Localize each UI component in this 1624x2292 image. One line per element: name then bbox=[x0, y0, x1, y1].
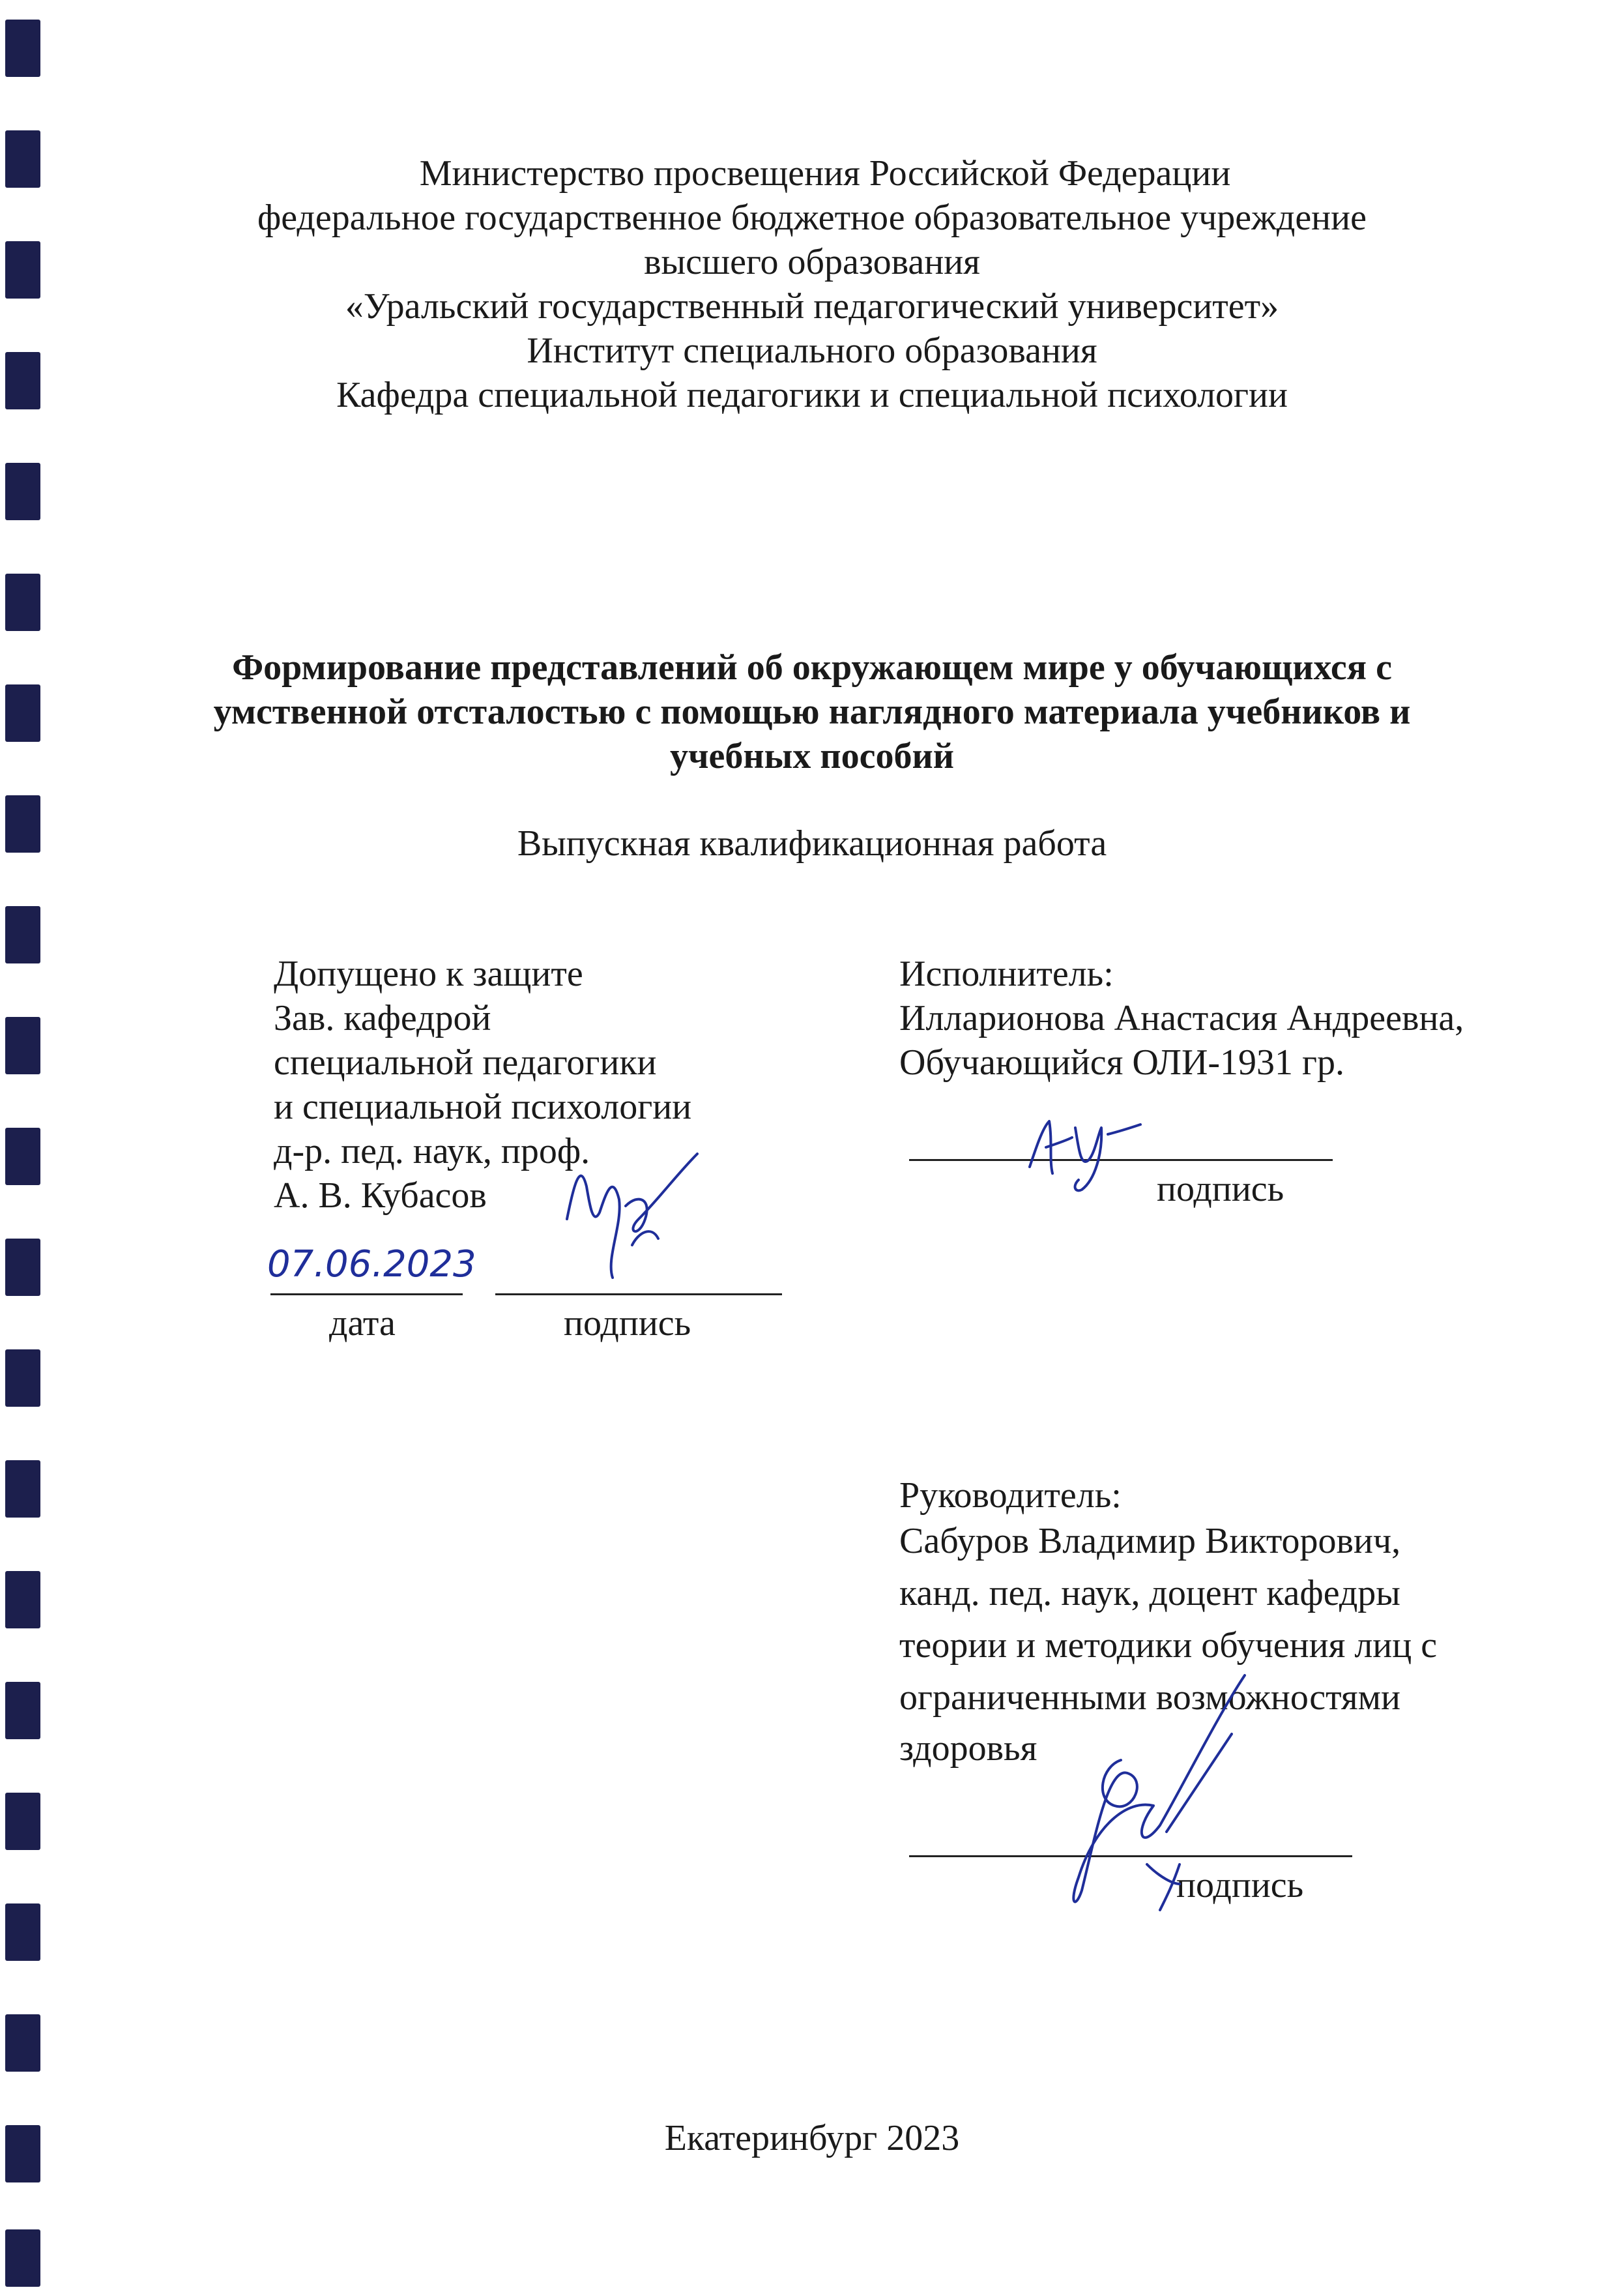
binding-mark bbox=[5, 1903, 40, 1961]
work-type: Выпускная квалификационная работа bbox=[517, 823, 1107, 864]
approval-line-4: и специальной психологии bbox=[274, 1087, 692, 1127]
approval-line-1: Допущено к защите bbox=[274, 954, 583, 994]
approval-line-5: д-р. пед. наук, проф. bbox=[274, 1131, 590, 1171]
binding-mark bbox=[5, 1571, 40, 1628]
supervisor-position-2: теории и методики обучения лиц с bbox=[899, 1625, 1438, 1666]
binding-mark bbox=[5, 463, 40, 520]
approval-signature bbox=[547, 1147, 717, 1304]
binding-mark bbox=[5, 906, 40, 963]
thesis-title-line-2: умственной отсталостью с помощью наглядного материала учебников и bbox=[213, 692, 1411, 732]
executor-label: Исполнитель: bbox=[899, 954, 1114, 994]
binding-mark bbox=[5, 1682, 40, 1739]
education-level-line: высшего образования bbox=[644, 242, 980, 282]
binding-mark bbox=[5, 2229, 40, 2287]
executor-signature-label: подпись bbox=[1157, 1169, 1284, 1209]
approval-signature-label: подпись bbox=[564, 1303, 691, 1344]
executor-group: Обучающийся ОЛИ-1931 гр. bbox=[899, 1042, 1345, 1083]
supervisor-signature bbox=[1030, 1669, 1264, 1917]
approval-line-6: А. В. Кубасов bbox=[274, 1175, 487, 1216]
binding-mark bbox=[5, 1349, 40, 1407]
ministry-line: Министерство просвещения Российской Федерации bbox=[419, 153, 1231, 194]
department-line: Кафедра специальной педагогики и специальной психологии bbox=[336, 375, 1288, 415]
supervisor-position-1: канд. пед. наук, доцент кафедры bbox=[899, 1573, 1400, 1613]
institute-line: Институт специального образования bbox=[527, 331, 1097, 371]
supervisor-name: Сабуров Владимир Викторович, bbox=[899, 1521, 1401, 1561]
binding-mark bbox=[5, 574, 40, 631]
thesis-title-line-3: учебных пособий bbox=[669, 736, 955, 776]
binding-mark bbox=[5, 20, 40, 77]
approval-date-handwritten: 07.06.2023 bbox=[267, 1243, 476, 1286]
supervisor-position-4: здоровья bbox=[899, 1728, 1037, 1769]
university-line: «Уральский государственный педагогический университет» bbox=[345, 286, 1279, 327]
approval-line-2: Зав. кафедрой bbox=[274, 998, 491, 1038]
supervisor-signature-label: подпись bbox=[1176, 1865, 1304, 1905]
thesis-title-line-1: Формирование представлений об окружающем мире у обучающихся с bbox=[232, 647, 1392, 688]
binding-mark bbox=[5, 1239, 40, 1296]
supervisor-position-3: ограниченными возможностями bbox=[899, 1677, 1400, 1718]
approval-date-label: дата bbox=[329, 1303, 396, 1344]
approval-date-rule bbox=[270, 1293, 463, 1295]
binding-mark bbox=[5, 1793, 40, 1850]
institution-type-line: федеральное государственное бюджетное образовательное учреждение bbox=[257, 198, 1367, 238]
binding-mark bbox=[5, 1128, 40, 1185]
binding-mark bbox=[5, 2014, 40, 2072]
executor-name: Илларионова Анастасия Андреевна, bbox=[899, 998, 1464, 1038]
approval-line-3: специальной педагогики bbox=[274, 1042, 657, 1083]
binding-mark bbox=[5, 1460, 40, 1518]
city-year: Екатеринбург 2023 bbox=[664, 2118, 960, 2158]
executor-signature bbox=[1017, 1108, 1147, 1199]
supervisor-label: Руководитель: bbox=[899, 1475, 1122, 1516]
binding-mark bbox=[5, 1017, 40, 1074]
